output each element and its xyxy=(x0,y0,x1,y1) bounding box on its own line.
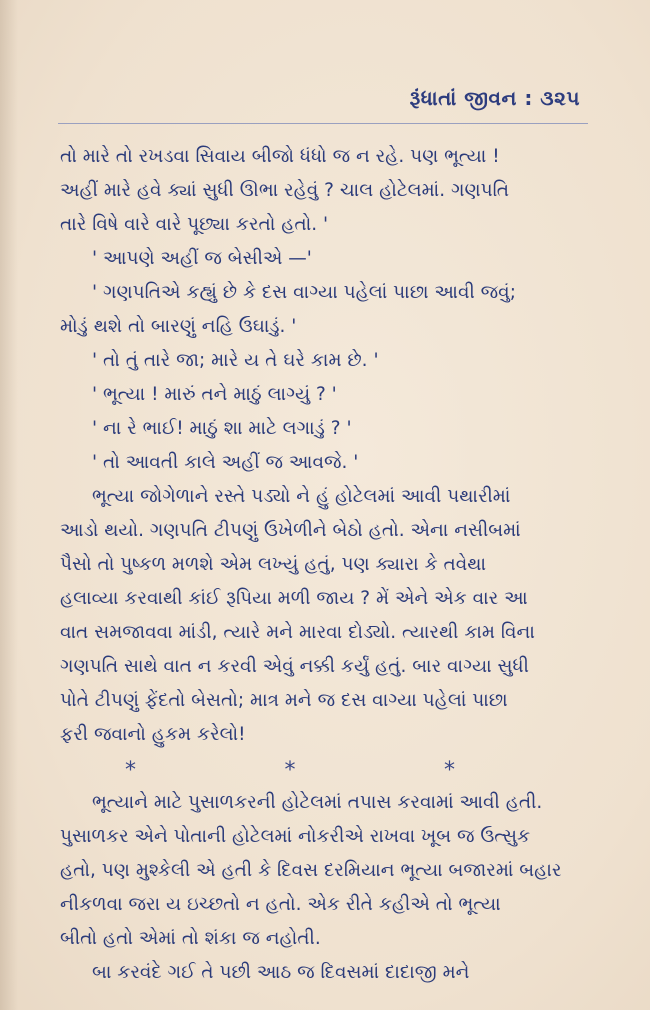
text-line: ' ના રે ભાઈ! માઠું શા માટે લગાડું ? ' xyxy=(92,418,352,439)
text-line: ' આપણે અહીં જ બેસીએ —' xyxy=(92,248,312,269)
text-line: ' તો આવતી કાલે અહીં જ આવજે. ' xyxy=(92,452,359,473)
text-line: ફરી જવાનો હુકમ કરેલો! xyxy=(60,724,246,745)
text-line: આડો થયો. ગણપતિ ટીપણું ઉખેળીને બેઠો હતો. એના નસીબમાં xyxy=(60,520,521,541)
text-line: તારે વિષે વારે વારે પૂછ્યા કરતો હતો. ' xyxy=(60,214,329,235)
text-line: ગણપતિ સાથે વાત ન કરવી એવું નક્કી કર્યું હતું. બાર વાગ્યા સુધી xyxy=(60,656,529,677)
running-header: રૂંધાતાં જીવન : ૩૨૫ xyxy=(409,86,580,110)
text-block-before-break xyxy=(60,140,600,752)
text-line: નીકળવા જરા ય ઇચ્છતો ન હતો. એક રીતે કહીએ તો ભૂત્યા xyxy=(60,894,501,915)
text-line: પૈસો તો પુષ્કળ મળશે એમ લખ્યું હતું, પણ ક્યારા કે તવેથા xyxy=(60,554,487,575)
text-block-after-break xyxy=(60,786,600,990)
text-line: પોતે ટીપણું ફેંદતો બેસતો; માત્ર મને જ દસ વાગ્યા પહેલાં પાછા xyxy=(60,690,508,711)
text-line: બા કરવંદે ગઈ તે પછી આઠ જ દિવસમાં દાદાજી મને xyxy=(92,962,470,983)
section-break-star: * xyxy=(444,758,455,783)
text-line: અહીં મારે હવે ક્યાં સુધી ઊભા રહેવું ? ચાલ હોટેલમાં. ગણપતિ xyxy=(60,180,510,201)
section-break-star: * xyxy=(125,758,136,783)
header-rule xyxy=(58,123,588,124)
spine-shadow xyxy=(0,0,18,1010)
text-line: ભૂત્યા જોગેળાને રસ્તે પડ્યો ને હું હોટેલમાં આવી પથારીમાં xyxy=(92,486,511,507)
text-line: બીતો હતો એમાં તો શંકા જ નહોતી. xyxy=(60,928,321,949)
section-break-star: * xyxy=(284,758,296,783)
text-line: ભૂત્યાને માટે પુસાળકરની હોટેલમાં તપાસ કરવામાં આવી હતી. xyxy=(92,792,543,813)
body-text xyxy=(60,140,600,990)
text-line: તો મારે તો રખડવા સિવાય બીજો ધંધો જ ન રહે. પણ ભૂત્યા ! xyxy=(60,146,500,167)
text-line: ' ભૂત્યા ! મારું તને માઠું લાગ્યું ? ' xyxy=(92,384,337,405)
text-line: હતો, પણ મુશ્કેલી એ હતી કે દિવસ દરમિયાન ભૂત્યા બજારમાં બહાર xyxy=(60,860,562,881)
text-line: વાત સમજાવવા માંડી, ત્યારે મને મારવા દોડ્યો. ત્યારથી કામ વિના xyxy=(60,622,535,643)
text-line: ' તો તું તારે જા; મારે ય તે ઘરે કામ છે. ' xyxy=(92,350,379,371)
text-line: મોડું થશે તો બારણું નહિ ઉઘાડું. ' xyxy=(60,316,297,337)
text-line: હલાવ્યા કરવાથી કાંઈ રૂપિયા મળી જાય ? મેં એને એક વાર આ xyxy=(60,588,528,609)
text-line: ' ગણપતિએ કહ્યું છે કે દસ વાગ્યા પહેલાં પાછા આવી જવું; xyxy=(92,282,516,303)
section-break xyxy=(125,752,455,786)
text-line: પુસાળકર એને પોતાની હોટેલમાં નોકરીએ રાખવા ખૂબ જ ઉત્સુક xyxy=(60,826,531,847)
